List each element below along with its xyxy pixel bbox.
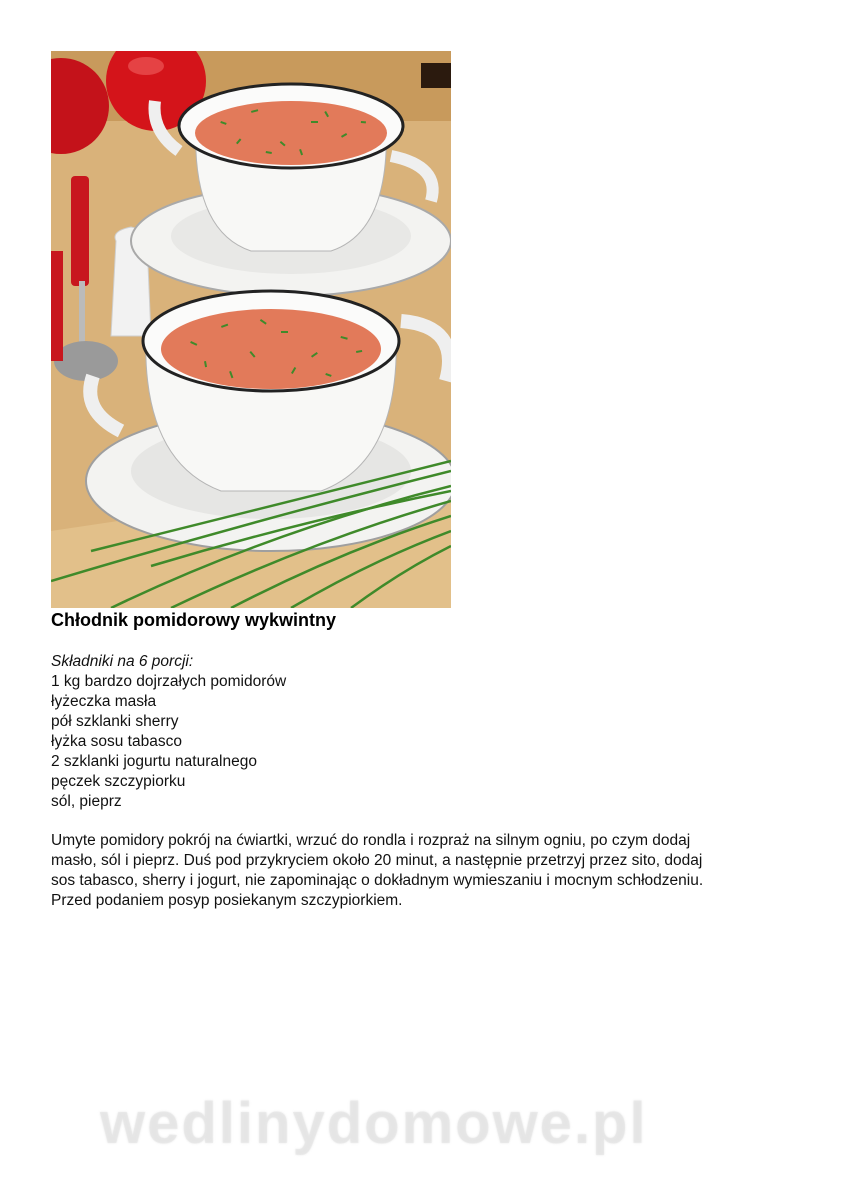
ingredient-item: 2 szklanki jogurtu naturalnego bbox=[51, 753, 257, 770]
instructions-line: masło, sól i pieprz. Duś pod przykryciem około 20 minut, a następnie przetrzyj przez sito, dodaj bbox=[51, 852, 703, 869]
ingredients-section bbox=[51, 652, 286, 812]
ingredients-heading: Składniki na 6 porcji: bbox=[51, 653, 194, 670]
soup-photo bbox=[51, 51, 451, 608]
soup-bottom bbox=[161, 309, 381, 389]
ingredient-item: pęczek szczypiorku bbox=[51, 773, 186, 790]
ingredients-list bbox=[51, 672, 286, 812]
tray-handle-hole bbox=[421, 63, 451, 88]
instructions-line: Umyte pomidory pokrój na ćwiartki, wrzuć do rondla i rozpraż na silnym ogniu, po czym dodaj bbox=[51, 832, 691, 849]
instructions-paragraph bbox=[51, 831, 796, 911]
watermark: wedlinydomowe.pl bbox=[100, 1091, 648, 1156]
ingredient-item: łyżeczka masła bbox=[51, 693, 157, 710]
ingredient-item: łyżka sosu tabasco bbox=[51, 733, 182, 750]
soup-illustration bbox=[51, 51, 451, 608]
instructions-line: Przed podaniem posyp posiekanym szczypiorkiem. bbox=[51, 892, 403, 909]
recipe-title: Chłodnik pomidorowy wykwintny bbox=[51, 610, 337, 630]
ingredient-item: 1 kg bardzo dojrzałych pomidorów bbox=[51, 673, 287, 690]
instructions-line: sos tabasco, sherry i jogurt, nie zapominając o dokładnym wymieszaniu i mocnym schłodzeniu. bbox=[51, 872, 704, 889]
soup-top bbox=[195, 101, 387, 165]
spoon-handle bbox=[71, 176, 89, 286]
ingredient-item: sól, pieprz bbox=[51, 793, 122, 810]
ingredient-item: pół szklanki sherry bbox=[51, 713, 179, 730]
